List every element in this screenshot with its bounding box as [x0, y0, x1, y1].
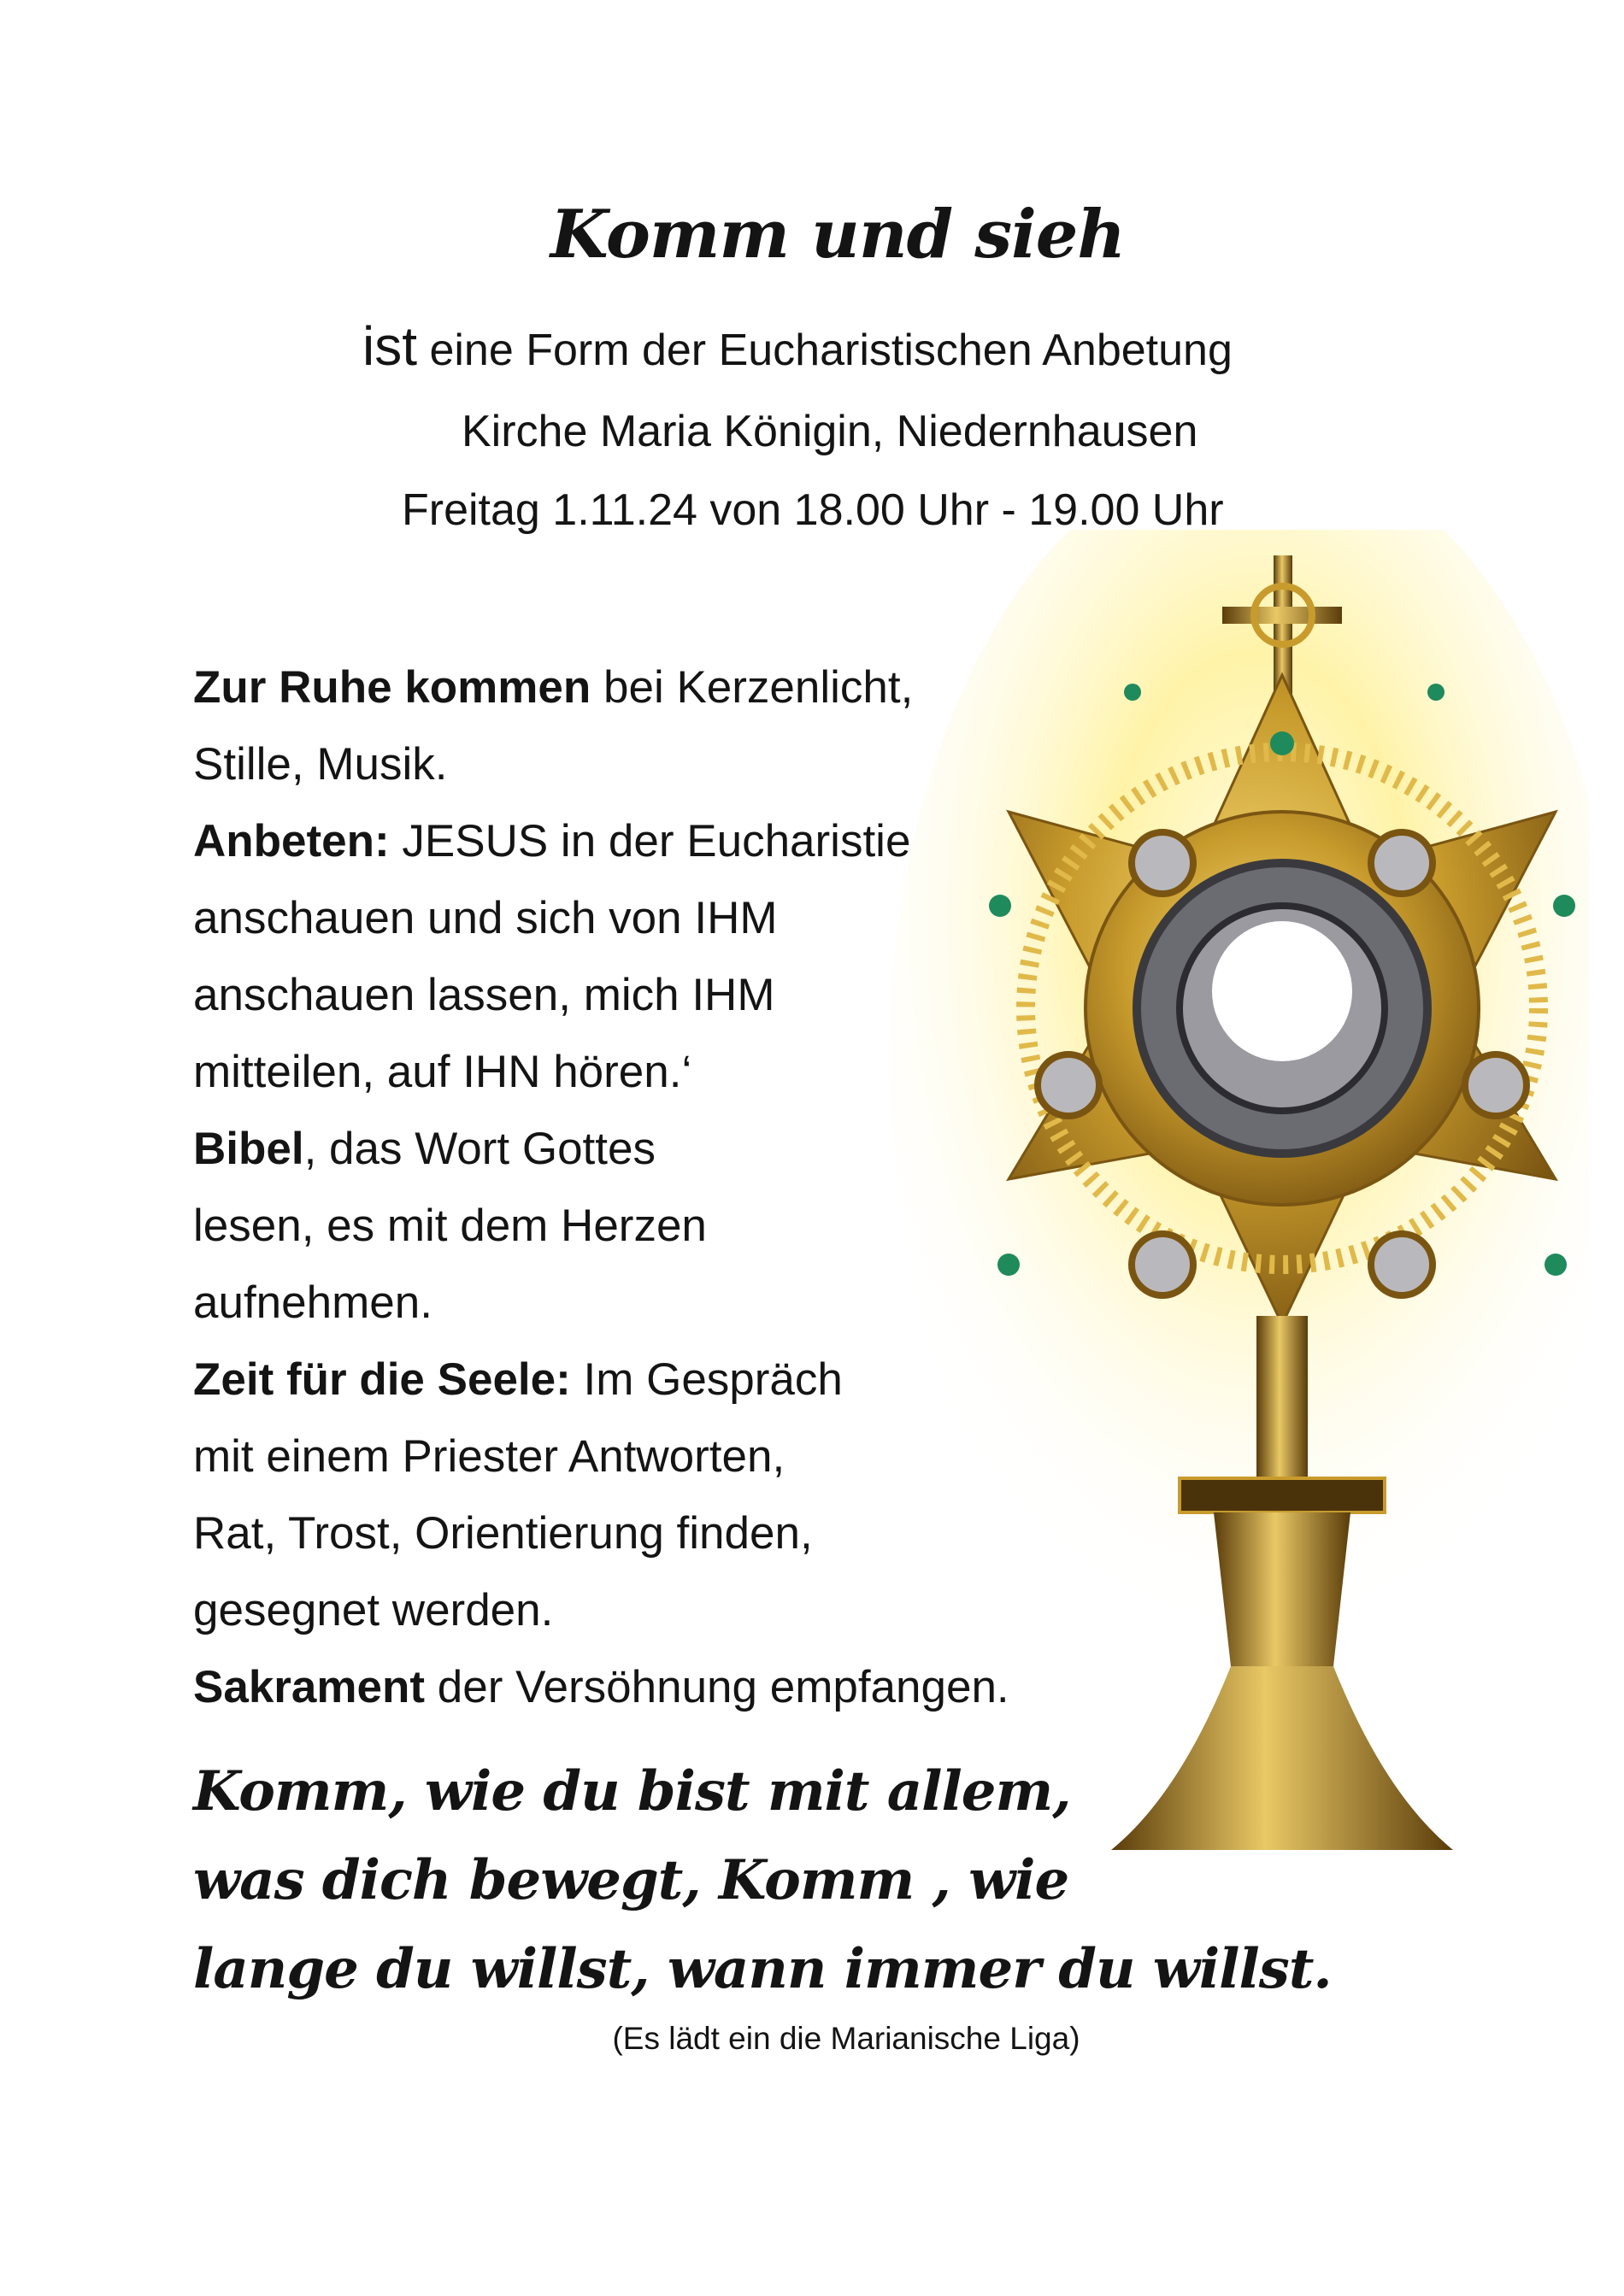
heading-sacrament: Sakrament [193, 1662, 426, 1712]
body-text: , das Wort Gottes [303, 1124, 656, 1174]
invitation-note: (Es lädt ein die Marianische Liga) [612, 2021, 1080, 2056]
body-line: anschauen und sich von IHM [193, 893, 778, 943]
body-line [193, 649, 1065, 726]
body-text: JESUS in der Eucharistie [389, 816, 911, 866]
heading-adore: Anbeten: [193, 816, 390, 866]
body-line: Stille, Musik. [193, 739, 448, 790]
body-line: mitteilen, auf IHN hören.‘ [193, 1047, 692, 1097]
closing-invitation [193, 1747, 1527, 2014]
body-line: gesegnet werden. [193, 1585, 554, 1635]
closing-line: Komm, wie du bist mit allem, [193, 1759, 1071, 1823]
body-line: Rat, Trost, Orientierung finden, [193, 1508, 813, 1559]
body-line [193, 1649, 1065, 1726]
subtitle-line-1 [362, 316, 1233, 380]
body-text: bei Kerzenlicht, [591, 662, 914, 713]
subtitle-first-word: ist [362, 315, 417, 377]
description-body [193, 649, 1065, 1726]
closing-line: was dich bewegt, Komm , wie [193, 1848, 1069, 1912]
body-line [193, 803, 1065, 880]
heading-rest: Zur Ruhe kommen [193, 662, 591, 713]
body-text: Im Gespräch [570, 1354, 843, 1405]
body-line: mit einem Priester Antworten, [193, 1431, 786, 1482]
body-text: der Versöhnung empfangen. [425, 1662, 1009, 1712]
page-title: Komm und sieh [550, 196, 1126, 273]
body-line [193, 1111, 1065, 1188]
heading-soul: Zeit für die Seele: [193, 1354, 571, 1405]
closing-line: lange du willst, wann immer du willst. [193, 1937, 1332, 2001]
body-line: lesen, es mit dem Herzen [193, 1201, 707, 1251]
date-time-line: Freitag 1.11.24 von 18.00 Uhr - 19.00 Uhr [402, 485, 1224, 535]
subtitle-line-1-rest: eine Form der Eucharistischen Anbetung [417, 326, 1233, 375]
location-line: Kirche Maria Königin, Niedernhausen [462, 407, 1198, 456]
body-line [193, 1342, 1065, 1418]
body-line: aufnehmen. [193, 1277, 432, 1328]
body-line: anschauen lassen, mich IHM [193, 970, 775, 1020]
heading-bible: Bibel [193, 1124, 304, 1174]
